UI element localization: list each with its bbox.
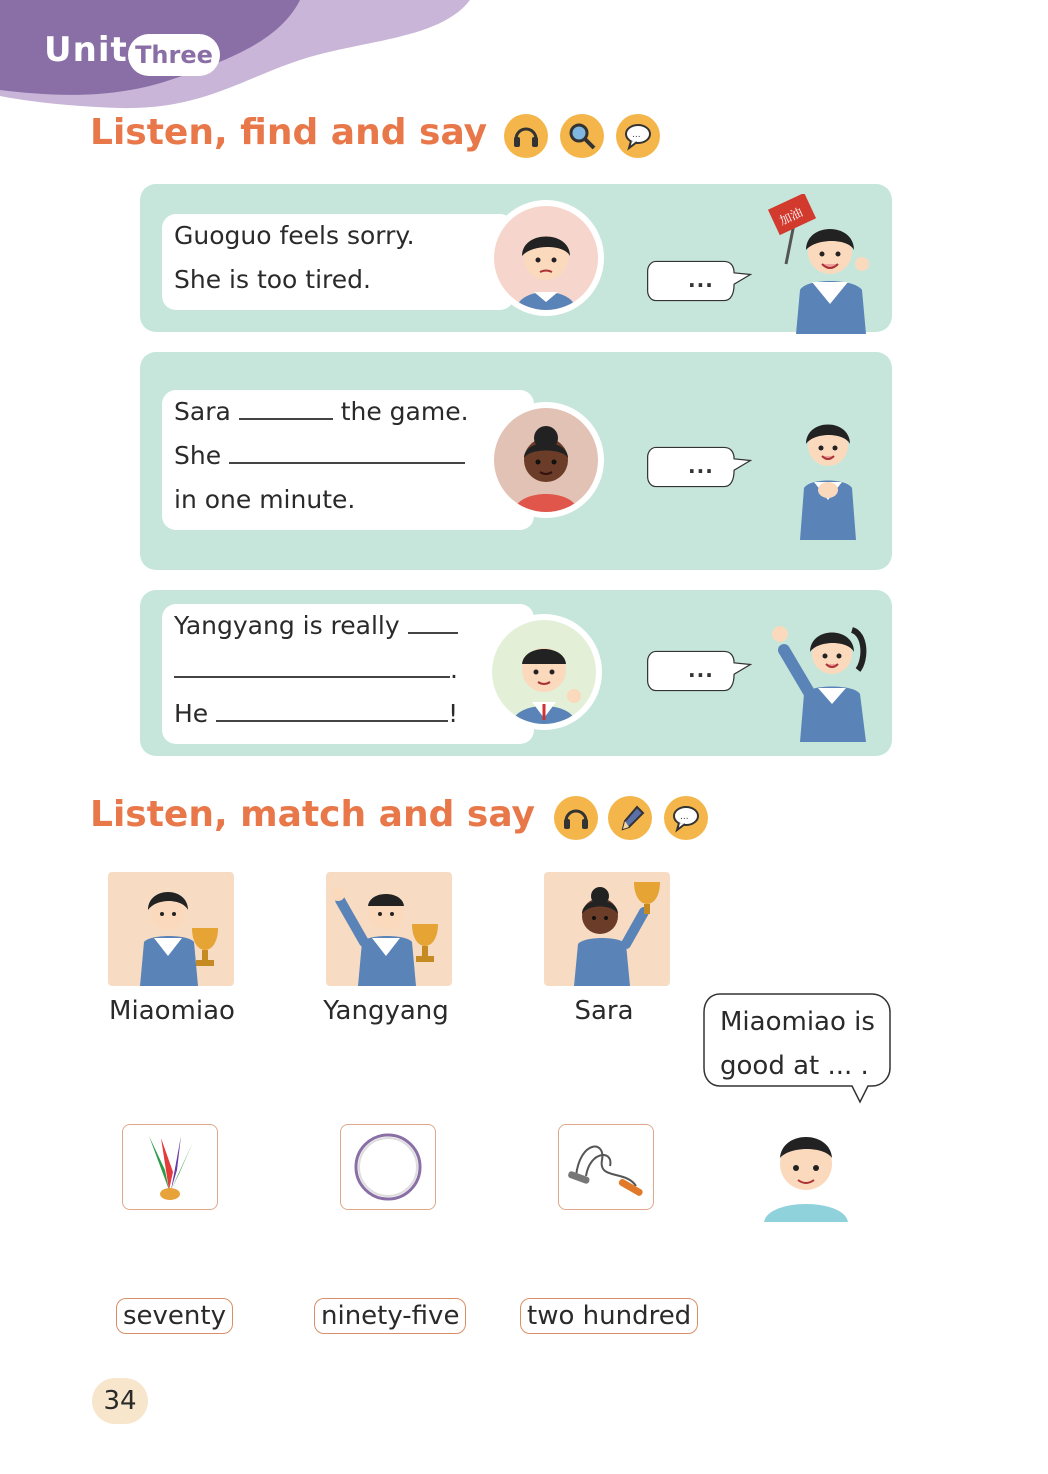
miaomiao-trophy-icon: [108, 872, 234, 986]
yangyang-trophy-icon: [326, 872, 452, 986]
unit-number-badge: [128, 34, 220, 76]
name-sara: Sara: [574, 996, 634, 1026]
headphones-icon: [504, 114, 548, 158]
section-title-listen-find-say: Listen, find and say: [90, 112, 488, 153]
blank-2a[interactable]: [239, 394, 333, 420]
name-yangyang: Yangyang: [323, 996, 449, 1026]
guoguo-avatar-icon: [494, 206, 598, 310]
guoguo-portrait: [488, 200, 604, 316]
exercise-1-line-1: Guoguo feels sorry.: [174, 221, 415, 250]
number-option-seventy[interactable]: seventy: [116, 1298, 233, 1334]
hula-hoop-icon: [351, 1130, 425, 1204]
name-miaomiao: Miaomiao: [109, 996, 235, 1026]
number-option-ninety-five[interactable]: ninety-five: [314, 1298, 466, 1334]
exercise-text-1: [162, 214, 514, 310]
exercise-text-2: [162, 390, 534, 530]
unit-number: Three: [135, 41, 213, 69]
blank-3a[interactable]: [408, 608, 458, 634]
blank-2b[interactable]: [229, 438, 465, 464]
jump-rope-card[interactable]: [558, 1124, 654, 1210]
exercise-2-line-3: in one minute.: [174, 485, 356, 514]
example-speech-line-2: good at ... .: [720, 1051, 869, 1081]
number-option-two-hundred[interactable]: two hundred: [520, 1298, 698, 1334]
unit-label: Unit: [44, 30, 128, 70]
exercise-text-3: [162, 604, 534, 744]
blank-3b[interactable]: [174, 652, 450, 678]
sara-trophy-icon: [544, 872, 670, 986]
boy-speaker-figure: [760, 1122, 852, 1222]
exercise-2-phrase: the game.: [340, 397, 469, 426]
exercise-3-pronoun: He: [174, 699, 209, 728]
jump-rope-icon: [566, 1130, 646, 1204]
headphones-icon: [554, 796, 598, 840]
yangyang-trophy-picture: [326, 872, 452, 986]
miaomiao-waving-figure: [770, 610, 880, 742]
blank-3c[interactable]: [216, 696, 448, 722]
svg-text:...: ...: [680, 812, 689, 822]
section-title-listen-match-say: Listen, match and say: [90, 794, 535, 835]
yangyang-portrait: [486, 614, 602, 730]
pencil-icon: [608, 796, 652, 840]
yangyang-avatar-icon: [492, 620, 596, 724]
exercise-3-exclamation: !: [448, 699, 459, 728]
hula-hoop-card[interactable]: [340, 1124, 436, 1210]
reply-bubble-1-text: ...: [688, 268, 714, 292]
exercise-3-period: .: [450, 655, 458, 684]
magnifier-icon: [560, 114, 604, 158]
sara-trophy-picture: [544, 872, 670, 986]
reply-bubble-3-text: ...: [688, 658, 714, 682]
page-number: 34: [92, 1378, 148, 1424]
miaomiao-clapping-figure: [790, 408, 866, 540]
reply-bubble-2-text: ...: [688, 454, 714, 478]
sara-avatar-icon: [494, 408, 598, 512]
example-speech-line-1: Miaomiao is: [720, 1007, 875, 1037]
example-speech-text: [720, 1000, 875, 1088]
exercise-2-subject: Sara: [174, 397, 231, 426]
exercise-1-line-2: She is too tired.: [174, 265, 371, 294]
shuttlecock-icon: [135, 1130, 205, 1204]
exercise-2-pronoun: She: [174, 441, 222, 470]
shuttlecock-card[interactable]: [122, 1124, 218, 1210]
miaomiao-trophy-picture: [108, 872, 234, 986]
speech-bubble-icon: [664, 796, 708, 840]
svg-text:加油: 加油: [777, 205, 805, 229]
miaomiao-cheering-flag-figure: [766, 194, 882, 334]
svg-text:...: ...: [632, 130, 641, 140]
exercise-3-line-1: Yangyang is really: [174, 611, 400, 640]
sara-portrait: [488, 402, 604, 518]
speech-bubble-icon: [616, 114, 660, 158]
